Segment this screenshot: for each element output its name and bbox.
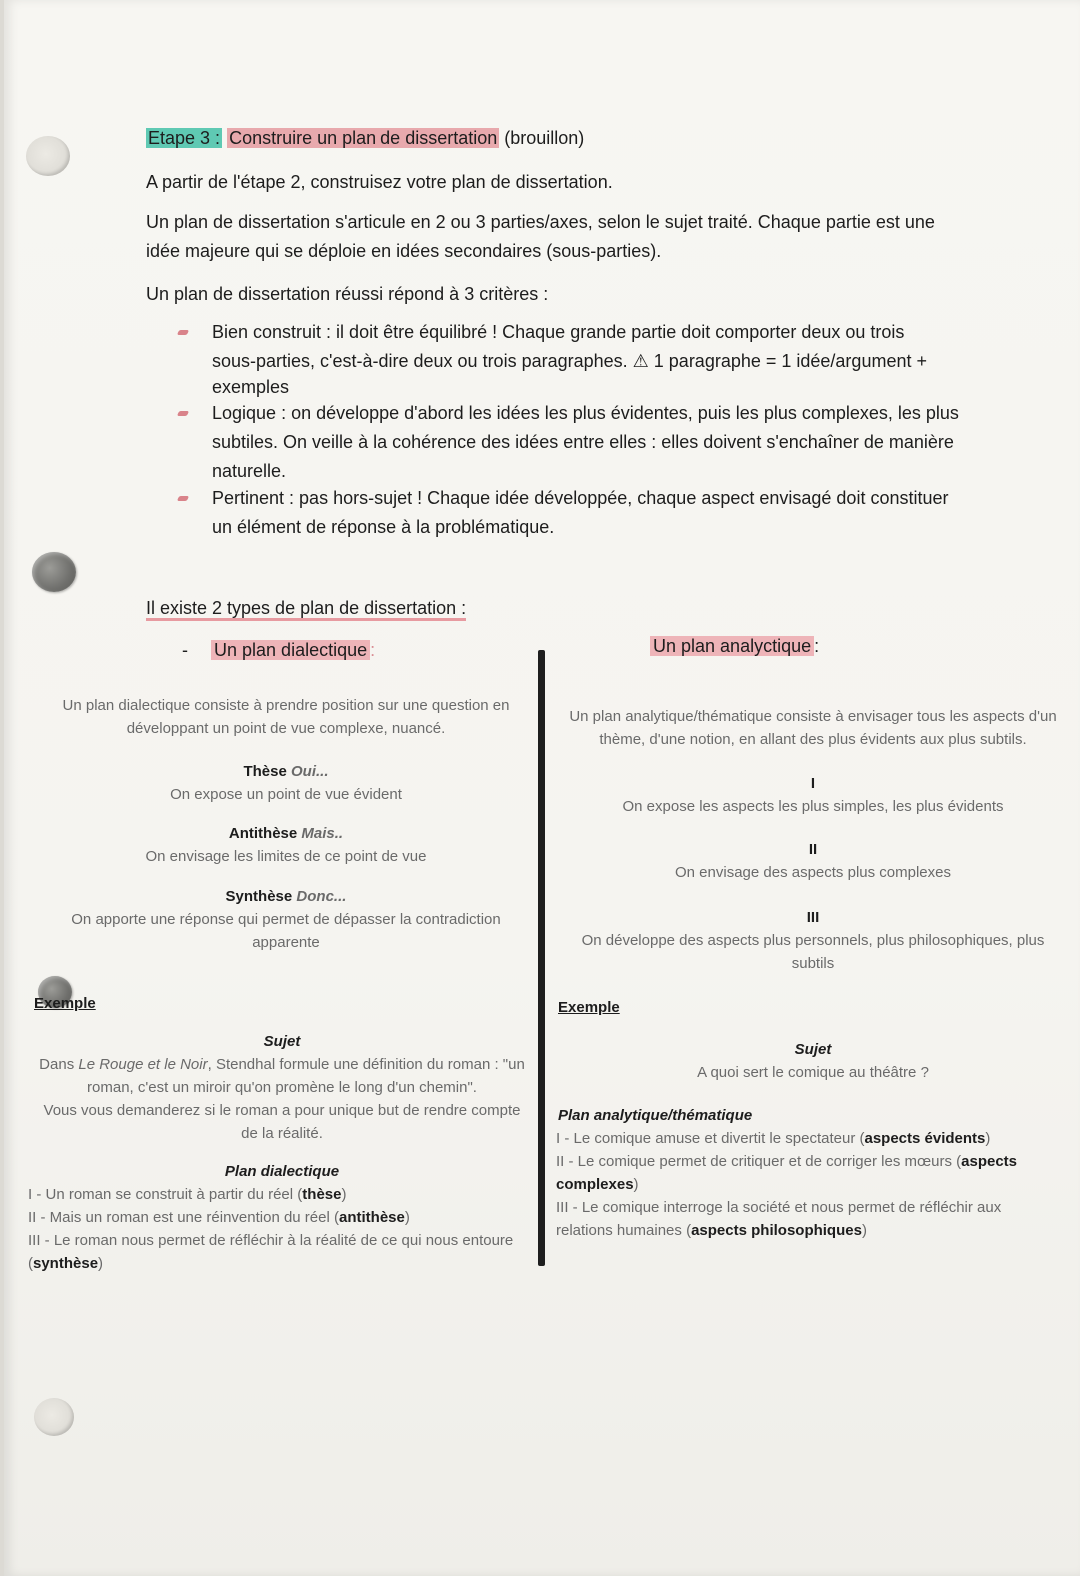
definition-line: thème, d'une notion, en allant des plus évidents aux plus subtils.: [599, 731, 1027, 748]
analytique-part-2: [556, 838, 1070, 884]
these-label: Thèse: [243, 763, 287, 780]
plan-item: I - Un roman se construit à partir du réel (thèse): [28, 1186, 347, 1203]
criterion-line: Logique : on développe d'abord les idées les plus évidentes, puis les plus complexes, les plus: [212, 403, 959, 423]
criterion-item: [212, 484, 959, 542]
synthese-desc-line-2: apparente: [252, 934, 320, 951]
these-block: [48, 760, 524, 806]
criteria-list: [212, 318, 959, 542]
antithese-label: Antithèse: [228, 825, 298, 842]
punch-hole-middle: [32, 552, 76, 592]
plan-analytique-label: Plan analytique/thématique: [558, 1107, 753, 1124]
antithese-block: [48, 822, 524, 868]
intro-line: A partir de l'étape 2, construisez votre plan de dissertation.: [146, 172, 613, 192]
plan-item: complexes): [556, 1176, 639, 1193]
part-number: I: [810, 775, 816, 792]
plan-item: (synthèse): [28, 1255, 104, 1272]
criterion-line: subtiles. On veille à la cohérence des idées entre elles : elles doivent s'enchaîner de manière: [212, 432, 954, 452]
plan-dialectique-list: [28, 1183, 538, 1275]
plan-analytique-list: [556, 1127, 1056, 1242]
bullet-icon: [177, 496, 189, 501]
dialectique-heading-text: Un plan dialectique: [211, 640, 370, 660]
criterion-line: naturelle.: [212, 461, 287, 481]
dialectique-definition: [48, 694, 524, 740]
plan-dialectique-label: Plan dialectique: [224, 1163, 340, 1180]
analytique-colon: :: [814, 636, 820, 656]
paper-sheet: [4, 0, 1080, 1576]
synthese-label: Synthèse: [225, 888, 293, 905]
heading-title-part-b: de dissertation: [380, 128, 498, 148]
dialectique-heading: [182, 636, 375, 665]
antithese-word: Mais..: [301, 825, 344, 842]
etape-label: Etape 3 :: [148, 128, 221, 148]
types-heading: [146, 594, 466, 623]
analytique-heading-text: Un plan analyctique: [650, 636, 814, 656]
analytique-definition: [556, 705, 1070, 751]
these-word: Oui...: [291, 763, 329, 780]
criterion-item: [212, 399, 959, 486]
criteria-intro: Un plan de dissertation réussi répond à 3 critères :: [146, 284, 549, 304]
criterion-item: [212, 318, 959, 402]
antithese-desc: On envisage les limites de ce point de vue: [145, 848, 427, 865]
plan-item: II - Mais un roman est une réinvention du réel (antithèse): [28, 1209, 410, 1226]
definition-line: Un plan analytique/thématique consiste à envisager tous les aspects d'un: [569, 708, 1057, 725]
part-desc: On expose les aspects les plus simples, les plus évidents: [622, 798, 1004, 815]
plan-item: I - Le comique amuse et divertit le spectateur (aspects évidents): [556, 1130, 991, 1147]
criterion-line: sous-parties, c'est-à-dire deux ou trois paragraphes. ⚠ 1 paragraphe = 1 idée/argument +: [212, 351, 927, 371]
dash-marker: -: [182, 640, 188, 660]
part-desc: subtils: [791, 955, 835, 972]
analytique-exemple-label: Exemple: [558, 999, 620, 1016]
synthese-block: [48, 885, 524, 954]
these-desc: On expose un point de vue évident: [170, 786, 402, 803]
criterion-line: un élément de réponse à la problématique.: [212, 517, 555, 537]
heading-title-part-a: Construire un plan: [229, 128, 377, 148]
bullet-icon: [177, 330, 189, 335]
criterion-line: Pertinent : pas hors-sujet ! Chaque idée développée, chaque aspect envisagé doit constituer: [212, 488, 949, 508]
sujet-text: de la réalité.: [241, 1125, 323, 1142]
sujet-text: A quoi sert le comique au théâtre ?: [697, 1064, 929, 1081]
plan-item: III - Le comique interroge la société et nous permet de réfléchir aux: [556, 1199, 1002, 1216]
criterion-line: Bien construit : il doit être équilibré ! Chaque grande partie doit comporter deux ou trois: [212, 322, 905, 342]
definition-line: Un plan dialectique consiste à prendre position sur une question en: [62, 697, 510, 714]
definition-line: développant un point de vue complexe, nuancé.: [126, 720, 446, 737]
analytique-sujet: [556, 1038, 1070, 1084]
dialectique-exemple-label: Exemple: [34, 995, 96, 1012]
plan-item: relations humaines (aspects philosophiques): [556, 1222, 867, 1239]
types-heading-text: Il existe 2 types de plan de dissertation :: [146, 598, 466, 621]
part-number: III: [806, 909, 820, 926]
sujet-label: Sujet: [263, 1033, 301, 1050]
sujet-book-title: Le Rouge et le Noir: [78, 1056, 208, 1073]
punch-hole-top: [26, 136, 70, 176]
intro-paragraph-line-2: idée majeure qui se déploie en idées secondaires (sous-parties).: [146, 241, 662, 261]
sujet-text: , Stendhal formule une définition du roman : "un: [207, 1056, 525, 1073]
plan-item: III - Le roman nous permet de réfléchir à la réalité de ce qui nous entoure: [28, 1232, 514, 1249]
sujet-label: Sujet: [794, 1041, 832, 1058]
plan-item: II - Le comique permet de critiquer et de corriger les mœurs (aspects: [556, 1153, 1018, 1170]
analytique-heading: [650, 632, 819, 661]
analytique-part-1: [556, 772, 1070, 818]
part-desc: On envisage des aspects plus complexes: [675, 864, 951, 881]
part-number: II: [808, 841, 818, 858]
sujet-text: Dans: [39, 1056, 79, 1073]
part-desc: On développe des aspects plus personnels, plus philosophiques, plus: [581, 932, 1045, 949]
synthese-desc-line-1: On apporte une réponse qui permet de dépasser la contradiction: [71, 911, 501, 928]
intro-paragraph: [146, 208, 935, 266]
synthese-word: Donc...: [296, 888, 347, 905]
section-heading: [146, 124, 584, 153]
criterion-line: exemples: [212, 377, 290, 397]
heading-brouillon: (brouillon): [504, 128, 585, 148]
intro-paragraph-line-1: Un plan de dissertation s'articule en 2 ou 3 parties/axes, selon le sujet traité. Chaque partie est une: [146, 212, 935, 232]
punch-hole-bottom: [34, 1398, 74, 1436]
column-divider: [538, 650, 545, 1266]
sujet-text: roman, c'est un miroir qu'on promène le long d'un chemin".: [87, 1079, 477, 1096]
dialectique-sujet: [34, 1030, 530, 1145]
sujet-text: Vous vous demanderez si le roman a pour unique but de rendre compte: [43, 1102, 521, 1119]
bullet-icon: [177, 411, 189, 416]
analytique-part-3: [556, 906, 1070, 975]
dialectique-colon: :: [370, 640, 376, 660]
